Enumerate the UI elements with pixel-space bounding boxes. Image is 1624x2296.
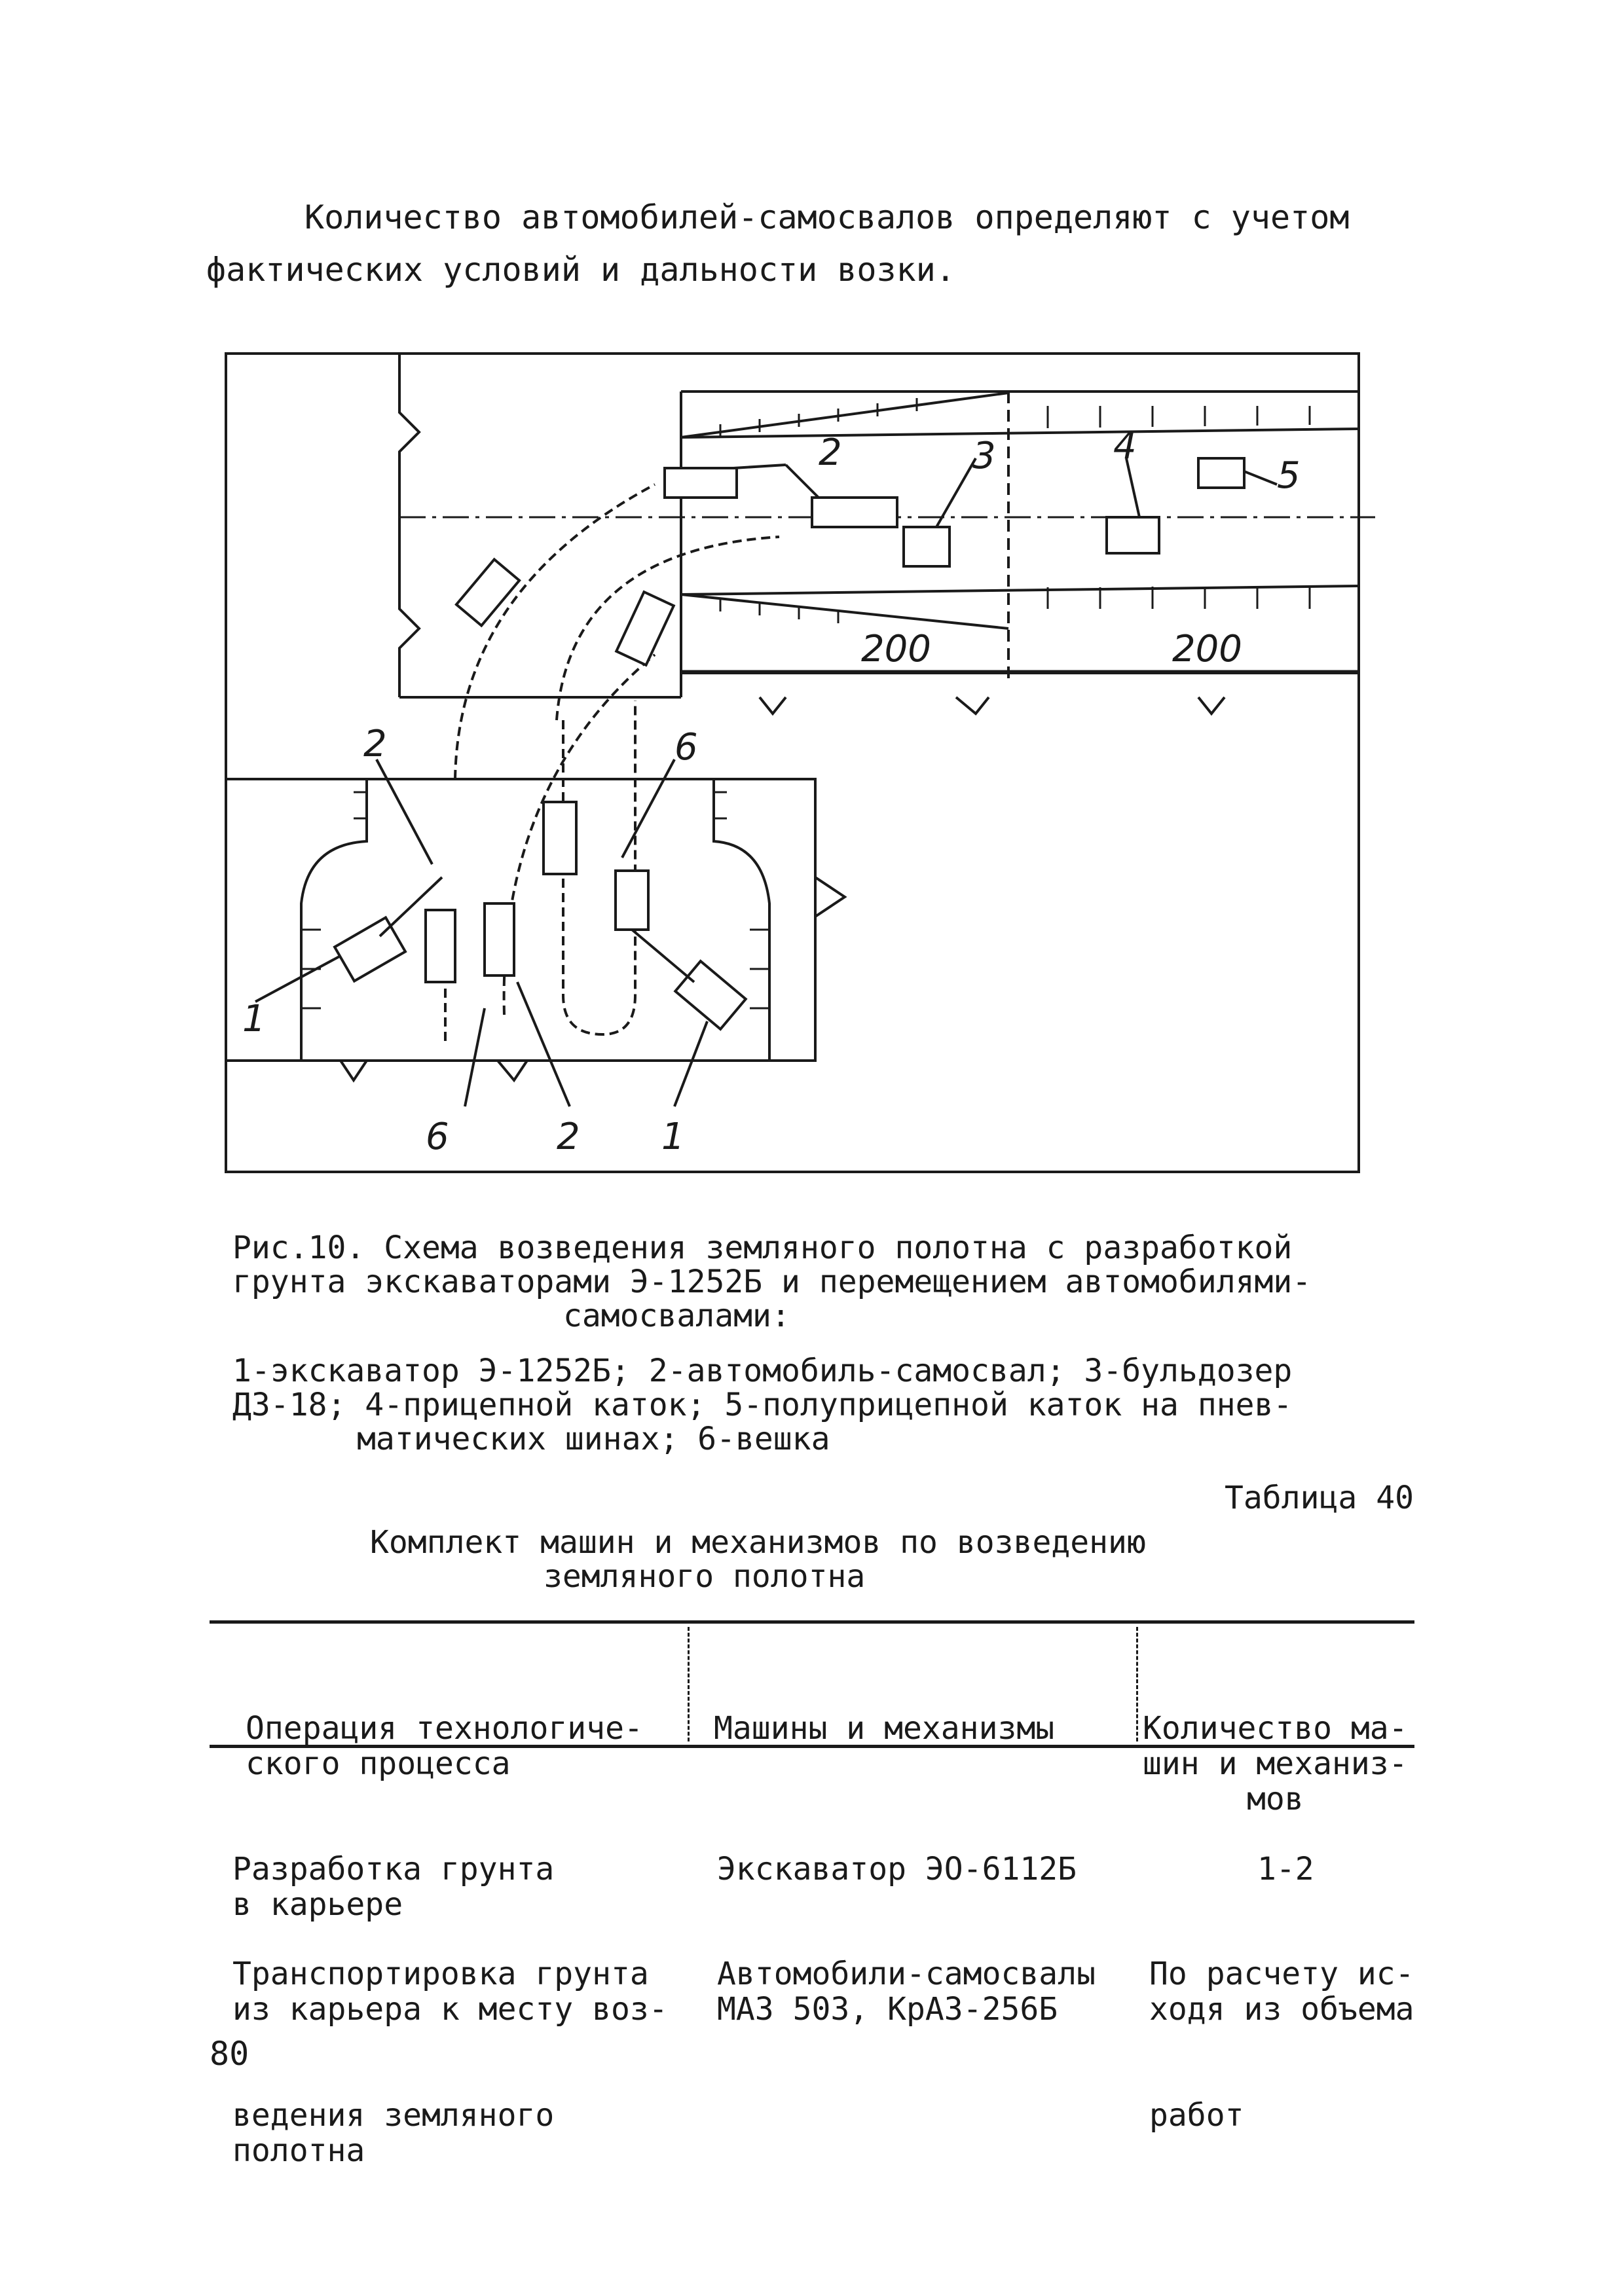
intro-line-1: Количество автомобилей-самосвалов определяют с учетом — [304, 198, 1350, 236]
figure-caption-line-1: Рис.10. Схема возведения земляного полотна с разработкой — [232, 1230, 1293, 1266]
figure-legend-line-1: 1-экскаватор Э-1252Б; 2-автомобиль-самосвал; 3-бульдозер — [232, 1353, 1293, 1389]
table-top-rule — [210, 1620, 1414, 1624]
callout-5: 5 — [1277, 454, 1301, 497]
bulldozer-icon — [904, 527, 950, 566]
dump-truck-icon — [426, 910, 455, 982]
table-title-line-2: земляного полотна — [544, 1558, 866, 1595]
table-header-operation: Операция технологиче- ского процесса — [246, 1710, 643, 1782]
table-row-1-machines: Экскаватор ЭО-6112Б — [717, 1851, 1077, 1887]
table-row-2-operation: Транспортировка грунта из карьера к месту воз- ведения земляного полотна — [232, 1956, 668, 2169]
excavator-icon — [675, 961, 746, 1029]
callout-3: 3 — [972, 435, 996, 477]
table-row-2-machines: Автомобили-самосвалы МАЗ 503, КрАЗ-256Б — [717, 1956, 1096, 2028]
table-header-quantity: Количество ма- шин и механиз- мов — [1143, 1710, 1408, 1817]
callout-6: 6 — [426, 1116, 449, 1158]
dump-truck-icon — [665, 468, 737, 498]
distance-label: 200 — [861, 628, 931, 670]
figure-caption-line-3: самосвалами: — [563, 1298, 790, 1334]
table-row-2-quantity: По расчету ис- ходя из объема работ — [1149, 1956, 1414, 2134]
callout-1: 1 — [242, 998, 266, 1040]
table-header-machines: Машины и механизмы — [714, 1710, 1055, 1747]
callout-2: 2 — [819, 431, 842, 474]
callout-6: 6 — [674, 726, 698, 769]
table-row-1-quantity: 1-2 — [1257, 1851, 1314, 1887]
table-title-line-1: Комплект машин и механизмов по возведению — [370, 1524, 1146, 1561]
dump-truck-icon — [544, 802, 576, 874]
table-label: Таблица 40 — [1225, 1480, 1414, 1516]
callout-4: 4 — [1113, 425, 1137, 467]
dump-truck-icon — [616, 592, 674, 665]
figure-legend-line-2: ДЗ-18; 4-прицепной каток; 5-полуприцепной каток на пнев- — [232, 1387, 1293, 1423]
dump-truck-icon — [812, 498, 897, 527]
table-column-divider — [688, 1627, 690, 1741]
figure-frame — [226, 354, 1359, 1172]
dump-truck-icon — [456, 559, 519, 625]
dump-truck-icon — [485, 903, 514, 975]
intro-line-2: фактических условий и дальности возки. — [206, 251, 955, 289]
figure-legend-line-3: матических шинах; 6-вешка — [357, 1421, 830, 1457]
tow-roller-icon — [1107, 517, 1159, 553]
distance-label: 200 — [1172, 628, 1242, 670]
page-number: 80 — [210, 2035, 249, 2073]
pneumatic-roller-icon — [1198, 458, 1244, 488]
excavator-icon — [335, 918, 405, 981]
dump-truck-icon — [616, 871, 648, 930]
table-column-divider — [1136, 1627, 1138, 1741]
callout-1: 1 — [661, 1116, 685, 1158]
callout-2: 2 — [557, 1116, 580, 1158]
callout-2: 2 — [363, 723, 387, 765]
excavator-boom — [632, 930, 694, 982]
figure-caption-line-2: грунта экскаваторами Э-1252Б и перемещением автомобилями- — [232, 1264, 1312, 1300]
table-row-1-operation: Разработка грунта в карьере — [232, 1851, 555, 1923]
